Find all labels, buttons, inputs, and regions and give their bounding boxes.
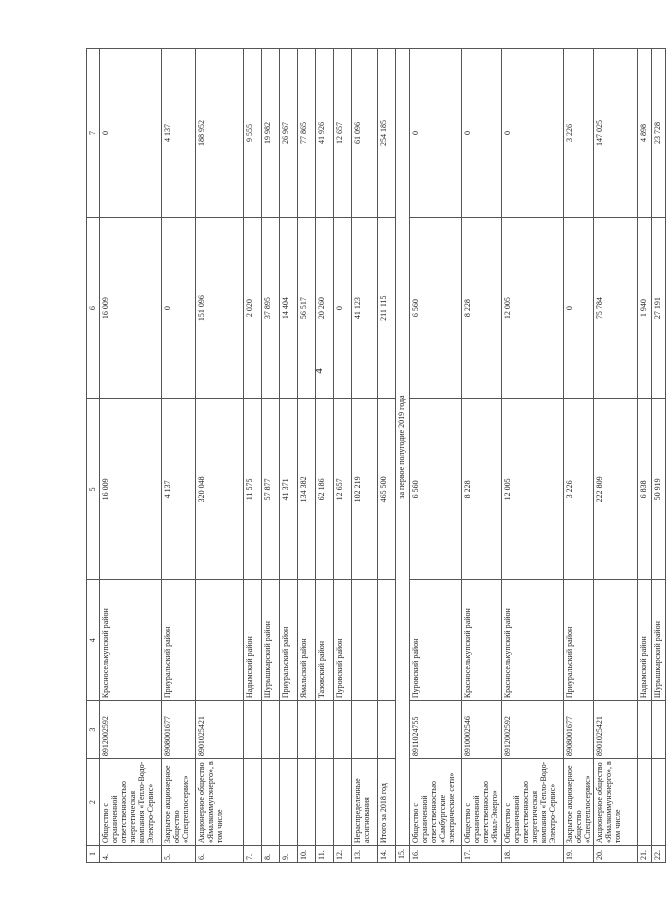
value-col5: 41 371 <box>280 399 298 580</box>
table-row <box>316 49 334 863</box>
section-title: за первое полугодие 2019 года <box>396 49 410 846</box>
table-body <box>87 49 666 863</box>
inn-code: 8912002592 <box>502 701 564 759</box>
row-number: 18. <box>502 846 564 863</box>
header-cell: 2 <box>87 759 100 846</box>
value-col5: 11 575 <box>244 399 262 580</box>
district-name: Пуровский район <box>334 580 352 701</box>
organization-name <box>652 759 666 846</box>
row-number: 10. <box>298 846 316 863</box>
organization-name: Общество с ограниченной ответственностью «Ямал-Энерго» <box>462 759 502 846</box>
district-name: Шурышкарский район <box>652 580 666 701</box>
organization-name: Общество с ограниченной ответственностью «Самбургские электрические сети» <box>410 759 462 846</box>
value-col5: 6 838 <box>638 399 652 580</box>
value-col7: 147 025 <box>594 49 638 218</box>
table-row <box>196 49 244 863</box>
value-col7: 0 <box>462 49 502 218</box>
value-col5: 12 657 <box>334 399 352 580</box>
rotated-table-region <box>86 48 662 863</box>
value-col7: 0 <box>100 49 162 218</box>
value-col6: 20 260 <box>316 218 334 399</box>
district-name <box>196 580 244 701</box>
header-cell: 4 <box>87 580 100 701</box>
row-number: 20. <box>594 846 638 863</box>
district-name: Пуровский район <box>410 580 462 701</box>
value-col7: 188 952 <box>196 49 244 218</box>
district-name <box>378 580 396 701</box>
row-number: 8. <box>262 846 280 863</box>
district-name: Красноселькупский район <box>100 580 162 701</box>
organization-name: Общество с ограниченной ответственностью энергетическая компания «Тепло-Водо-Электро-Сервис» <box>502 759 564 846</box>
inn-code <box>652 701 666 759</box>
organization-name <box>316 759 334 846</box>
organization-name: Нераспределенные ассигнования <box>352 759 378 846</box>
header-cell: 1 <box>87 846 100 863</box>
organization-name <box>280 759 298 846</box>
value-col6: 14 404 <box>280 218 298 399</box>
value-col6: 37 895 <box>262 218 280 399</box>
value-col7: 23 728 <box>652 49 666 218</box>
value-col5: 465 500 <box>378 399 396 580</box>
organization-name <box>334 759 352 846</box>
organization-name <box>244 759 262 846</box>
table-row <box>502 49 564 863</box>
inn-code: 8908001677 <box>162 701 196 759</box>
value-col5: 3 226 <box>564 399 594 580</box>
allocation-table <box>86 48 666 863</box>
value-col5: 8 228 <box>462 399 502 580</box>
organization-name <box>262 759 280 846</box>
inn-code <box>262 701 280 759</box>
district-name: Тазовский район <box>316 580 334 701</box>
row-number: 14. <box>378 846 396 863</box>
inn-code <box>316 701 334 759</box>
value-col7: 41 926 <box>316 49 334 218</box>
district-name: Приуральский район <box>564 580 594 701</box>
value-col5: 12 005 <box>502 399 564 580</box>
value-col7: 0 <box>410 49 462 218</box>
row-number: 11. <box>316 846 334 863</box>
inn-code <box>638 701 652 759</box>
value-col7: 19 982 <box>262 49 280 218</box>
table-row <box>652 49 666 863</box>
value-col5: 62 186 <box>316 399 334 580</box>
row-number: 22. <box>652 846 666 863</box>
row-number: 19. <box>564 846 594 863</box>
district-name: Ямальский район <box>298 580 316 701</box>
value-col7: 61 096 <box>352 49 378 218</box>
inn-code <box>334 701 352 759</box>
value-col5: 6 560 <box>410 399 462 580</box>
district-name <box>352 580 378 701</box>
table-row <box>638 49 652 863</box>
table-row <box>100 49 162 863</box>
row-number: 5. <box>162 846 196 863</box>
value-col6: 27 191 <box>652 218 666 399</box>
value-col5: 222 809 <box>594 399 638 580</box>
organization-name: Общество с ограниченной ответственностью энергетическая компания «Тепло-Водо-Электро-Сервис» <box>100 759 162 846</box>
value-col6: 41 123 <box>352 218 378 399</box>
section-row <box>396 49 410 863</box>
row-number: 12. <box>334 846 352 863</box>
value-col7: 254 185 <box>378 49 396 218</box>
inn-code <box>244 701 262 759</box>
table-row <box>564 49 594 863</box>
inn-code <box>280 701 298 759</box>
value-col7: 4 137 <box>162 49 196 218</box>
value-col6: 0 <box>334 218 352 399</box>
district-name: Надымский район <box>638 580 652 701</box>
page-number: 4 <box>312 368 325 374</box>
row-number: 13. <box>352 846 378 863</box>
header-cell: 7 <box>87 49 100 218</box>
row-number: 7. <box>244 846 262 863</box>
value-col7: 0 <box>502 49 564 218</box>
table-row <box>334 49 352 863</box>
value-col6: 0 <box>564 218 594 399</box>
organization-name: Акционерное общество «Ямалкоммунэнерго», в том числе <box>594 759 638 846</box>
value-col6: 151 096 <box>196 218 244 399</box>
value-col6: 75 784 <box>594 218 638 399</box>
inn-code: 8910002546 <box>462 701 502 759</box>
value-col7: 9 555 <box>244 49 262 218</box>
value-col7: 12 657 <box>334 49 352 218</box>
value-col6: 56 517 <box>298 218 316 399</box>
row-number: 9. <box>280 846 298 863</box>
district-name <box>594 580 638 701</box>
inn-code: 8911024755 <box>410 701 462 759</box>
organization-name <box>638 759 652 846</box>
header-cell: 3 <box>87 701 100 759</box>
table-row <box>594 49 638 863</box>
table-row <box>280 49 298 863</box>
table-row <box>352 49 378 863</box>
district-name: Красноселькупский район <box>502 580 564 701</box>
organization-name <box>298 759 316 846</box>
district-name: Приуральский район <box>162 580 196 701</box>
district-name: Шурышкарский район <box>262 580 280 701</box>
value-col5: 57 877 <box>262 399 280 580</box>
row-number: 15. <box>396 846 410 863</box>
value-col5: 4 137 <box>162 399 196 580</box>
value-col6: 8 228 <box>462 218 502 399</box>
table-row <box>462 49 502 863</box>
value-col7: 4 898 <box>638 49 652 218</box>
value-col6: 0 <box>162 218 196 399</box>
table-row <box>262 49 280 863</box>
row-number: 6. <box>196 846 244 863</box>
inn-code: 8908001677 <box>564 701 594 759</box>
value-col6: 12 005 <box>502 218 564 399</box>
district-name: Надымский район <box>244 580 262 701</box>
row-number: 17. <box>462 846 502 863</box>
organization-name: Закрытое акционерное общество «Спецтеплосервис» <box>564 759 594 846</box>
inn-code: 8912002592 <box>100 701 162 759</box>
organization-name: Акционерное общество «Ямалкоммунэнерго», в том числе <box>196 759 244 846</box>
inn-code: 8901025421 <box>594 701 638 759</box>
value-col5: 320 048 <box>196 399 244 580</box>
table-row <box>298 49 316 863</box>
inn-code <box>378 701 396 759</box>
header-row <box>87 49 100 863</box>
table-row <box>162 49 196 863</box>
row-number: 4. <box>100 846 162 863</box>
value-col5: 134 382 <box>298 399 316 580</box>
value-col6: 6 560 <box>410 218 462 399</box>
header-cell: 5 <box>87 399 100 580</box>
value-col7: 26 967 <box>280 49 298 218</box>
organization-name: Итого за 2018 год <box>378 759 396 846</box>
value-col7: 3 226 <box>564 49 594 218</box>
inn-code: 8901025421 <box>196 701 244 759</box>
value-col6: 1 940 <box>638 218 652 399</box>
header-cell: 6 <box>87 218 100 399</box>
row-number: 16. <box>410 846 462 863</box>
value-col5: 102 219 <box>352 399 378 580</box>
district-name: Красноселькупский район <box>462 580 502 701</box>
organization-name: Закрытое акционерное общество «Спецтеплосервис» <box>162 759 196 846</box>
value-col6: 16 009 <box>100 218 162 399</box>
value-col7: 77 865 <box>298 49 316 218</box>
table-row <box>244 49 262 863</box>
inn-code <box>298 701 316 759</box>
inn-code <box>352 701 378 759</box>
table-row <box>378 49 396 863</box>
value-col5: 50 919 <box>652 399 666 580</box>
district-name: Приуральский район <box>280 580 298 701</box>
row-number: 21. <box>638 846 652 863</box>
value-col6: 211 115 <box>378 218 396 399</box>
table-row <box>410 49 462 863</box>
value-col6: 2 020 <box>244 218 262 399</box>
value-col5: 16 009 <box>100 399 162 580</box>
